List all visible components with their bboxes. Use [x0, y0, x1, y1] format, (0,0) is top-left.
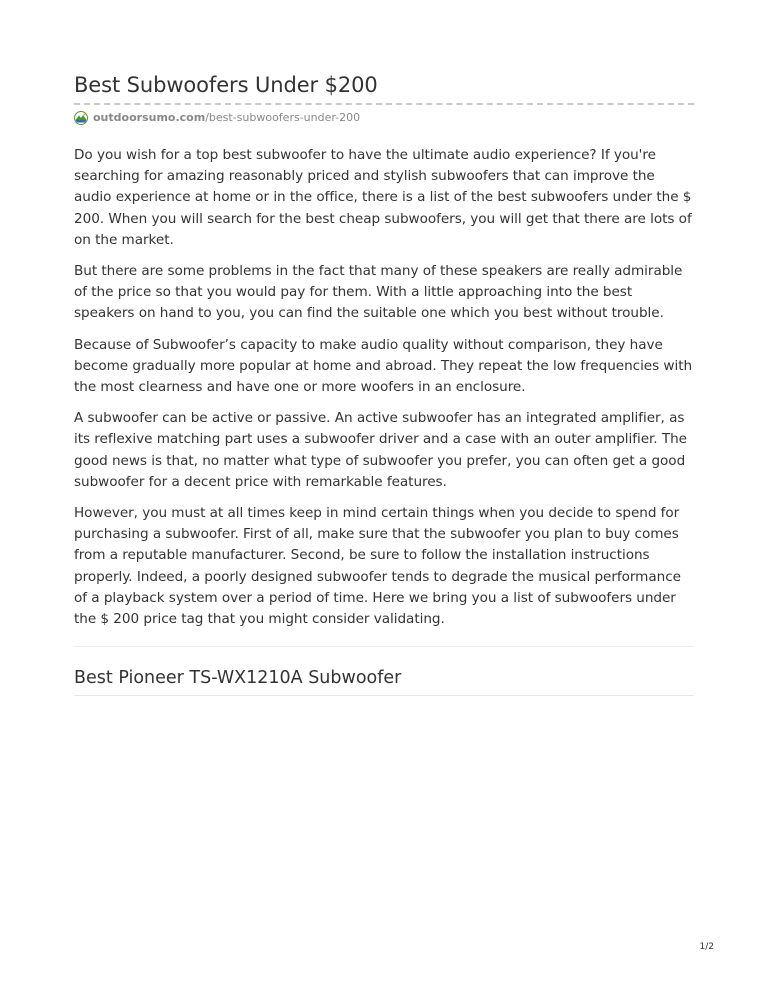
body-paragraph: Because of Subwoofer’s capacity to make audio quality without comparison, they have become gradually more popular at home and abroad. They repeat the low frequencies with the most clearness and have one or more woofers in an enclosure.	[74, 336, 693, 396]
page-number: 1/2	[699, 942, 714, 952]
section-heading: Best Pioneer TS-WX1210A Subwoofer	[74, 668, 402, 689]
source-domain-link[interactable]: outdoorsumo.com	[93, 111, 206, 124]
article	[74, 70, 694, 696]
mountain-landscape-icon	[74, 111, 88, 125]
source-path-link[interactable]: /best-subwoofers-under-200	[205, 111, 361, 124]
section-divider	[74, 646, 694, 647]
body-paragraph: But there are some problems in the fact that many of these speakers are really admirable of the price so that you would pay for them. With a little approaching into the best speakers on hand to you, you can find the suitable one which you best without trouble.	[74, 263, 683, 322]
page-title: Best Subwoofers Under $200	[74, 73, 378, 97]
title-divider	[74, 103, 694, 105]
body-paragraph: A subwoofer can be active or passive. An active subwoofer has an integrated amplifier, as its reflexive matching part uses a subwoofer driver and a case with an outer amplifier. The good news is that, no matter what type of subwoofer you prefer, you can often get a good subwoofer for a decent price with remarkable features.	[74, 410, 687, 490]
section-heading-underline	[74, 695, 694, 696]
body-paragraph: Do you wish for a top best subwoofer to have the ultimate audio experience? If you're searching for amazing reasonably priced and stylish subwoofers that can improve the audio experience at home or in the office, there is a list of the best subwoofers under the $ 200. When you will search for the best cheap subwoofers, you will get that there are lots of on the market.	[74, 147, 692, 248]
article-body	[74, 145, 694, 630]
body-paragraph: However, you must at all times keep in mind certain things when you decide to spend for purchasing a subwoofer. First of all, make sure that the subwoofer you plan to buy comes from a reputable manufacturer. Second, be sure to follow the installation instructions properly. Indeed, a poorly designed subwoofer tends to degrade the musical performance of a playback system over a period of time. Here we bring you a list of subwoofers under the $ 200 price tag that you might consider validating.	[74, 505, 681, 628]
source-line	[74, 111, 694, 125]
